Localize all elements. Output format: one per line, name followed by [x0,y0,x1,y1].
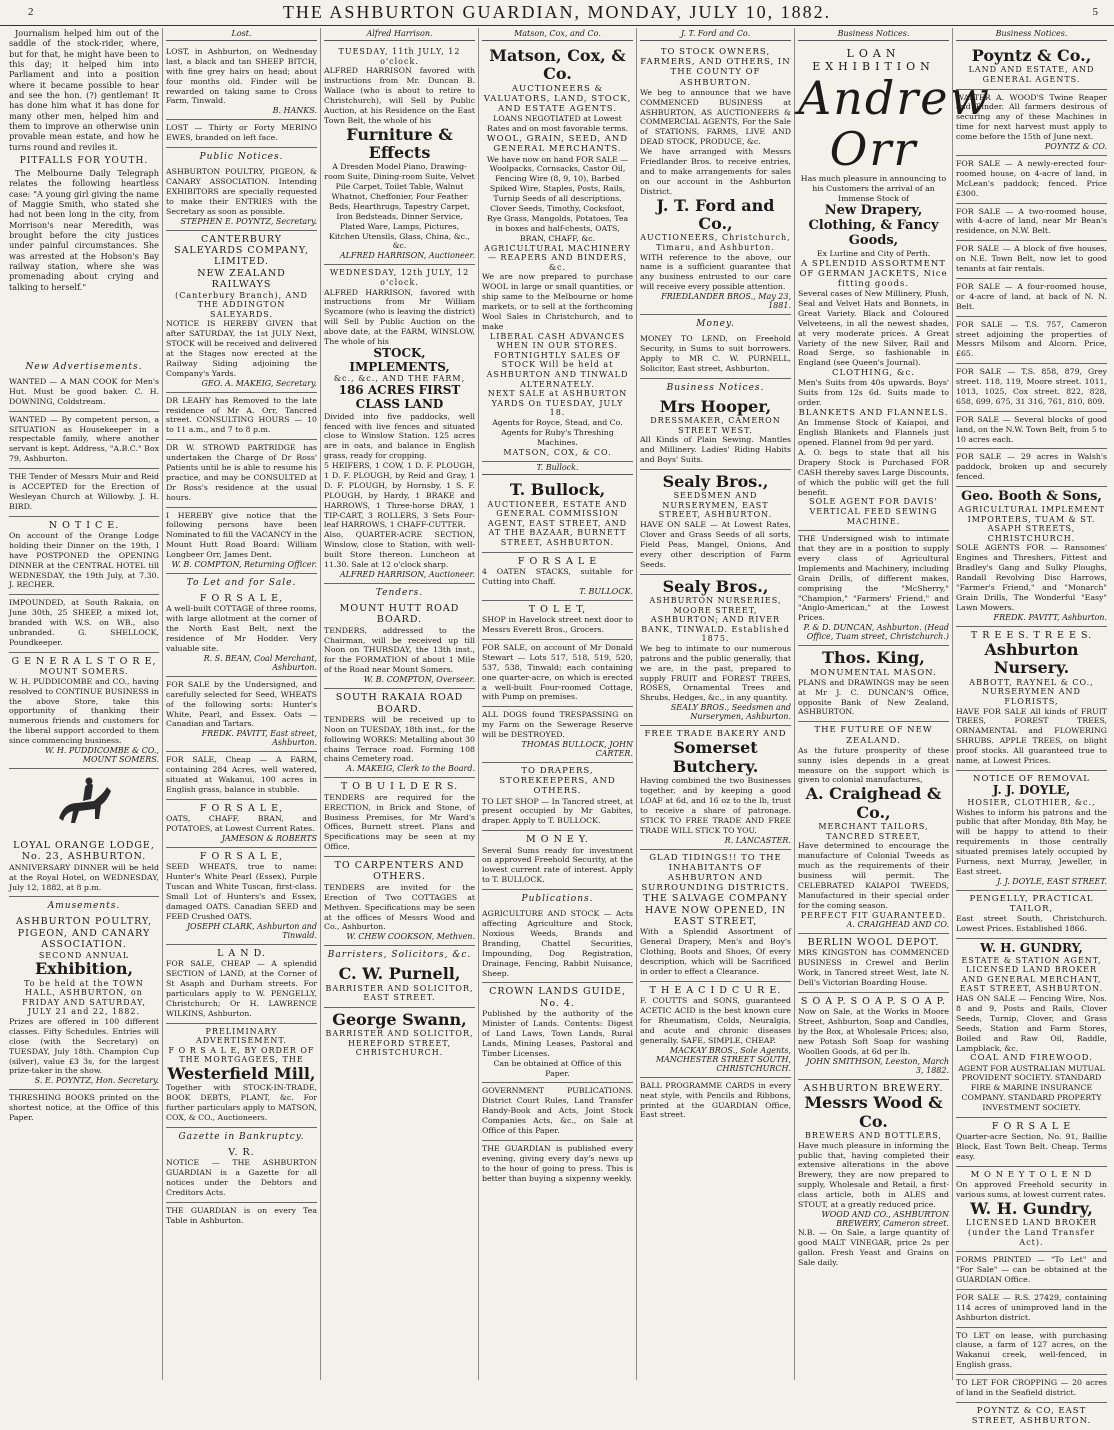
ad-farm-lease: TO LET on lease, with purchasing clause, a farm of 127 acres, on the Wakanui creek, well-fenced, in English grass. [956,1328,1107,1376]
ad-oaten-stacks: F O R S A L E 4 OATEN STACKS, suitable for Cutting into Chaff. T. BULLOCK. [482,553,633,601]
column-6 [794,28,991,1380]
ad-carpenters: TO CARPENTERS AND OTHERS. TENDERS are invited for the Erection of Two COTTAGES at Methven. Specifications may be seen at the offices of Messrs Wood and Co., Ashburton. W. CHEW COOKSON, Methven. [324,857,475,946]
ad-somerset-butchery: FREE TRADE BAKERY AND Somerset Butchery. Having combined the two Businesses together, and by keeping a good LOAF at 6d, and 16 oz to the lb, trust to receive a share of patronage. STICK TO FREE TRADE AND FREE TRADE WILL STICK TO YOU. R. LANCASTER. [640,726,791,849]
column-header: Alfred Harrison. [324,28,475,41]
column-header: Matson, Cox, and Co. [482,28,633,41]
ad-gazette: V. R. NOTICE — THE ASHBURTON GUARDIAN is a Gazette for all notices under the Debtors and Creditors Acts. [166,1144,317,1203]
ad-crown-lands: CROWN LANDS GUIDE, No. 4. Published by the authority of the Minister of Lands. Contents: Digest of Land Laws, Town Lands, Rural Lands, Mining Leases, Pastoral and Timber Licenses. Can be obtained at Office of this Paper. [482,983,633,1083]
ad-poyntz-footer: POYNTZ & CO, EAST STREET, ASHBURTON. [971,1405,1092,1427]
section-heading: Publications. [521,894,594,905]
ad-sealy-nurseries: Sealy Bros., ASHBURTON NURSERIES, MOORE STREET, ASHBURTON; AND RIVER BANK, TINWALD. Established 1875. We beg to intimate to our numerous patrons and the public generally, that we are, in the past, prepared to supply FRUIT and FOREST TREES, ROSES, Ornamental Trees and Shrubs, Hedges, &c., in any quantity. SEALY BROS., Seedsmen and Nurserymen, Ashburton. [640,575,791,727]
column-header: Business Notices. [798,28,949,41]
section-heading: Amusements. [47,901,121,912]
ad-cook-wanted: WANTED — A MAN COOK for Men's Hut. Must be good baker. C. H. DOWNING, Coldstream. [9,374,159,412]
section-heading: Money. [696,319,735,330]
ad-pengelly: PENGELLY, PRACTICAL TAILOR, East street South, Christchurch. Lowest Prices. Established 1866. [956,891,1107,939]
ad-sale-2: FOR SALE — A two-roomed house, with 4-acre of land, near Mr Bean's residence, on N.W. Belt. [956,204,1107,242]
column-4 [478,28,636,1380]
ad-wood-brewery: ASHBURTON BREWERY. Messrs Wood & Co. BREWERS AND BOTTLERS, Have much pleasure in informing the public that, having completed their extensive alterations in the above Brewery, they are now prepared to supply, Wholesale and Retail, a first-class article, both in ALES and STOUT, at a greatly reduced price. WOOD AND CO., ASHBURTON BREWERY, Cameron street. N.B. — On Sale, a large quantity of good MALT VINEGAR, price 2s per gallon. Fresh Yeast and Grains on Sale daily. [798,1082,949,1267]
column-1 [6,28,162,1380]
ad-mrs-hooper: Mrs Hooper, DRESSMAKER, CAMERON STREET WEST. All Kinds of Plain Sewing. Mantles and Millinery. Ladies' Riding Habits and Boys' Suits. [640,395,791,470]
column-header: Business Notices. [956,28,1107,41]
ad-tender-accepted: THE Tender of Messrs Muir and Reid is ACCEPTED for the Erection of Wesleyan Church at Willowby. J. H. BIRD. [9,469,159,517]
column-7 [952,28,1110,1427]
article-heading: PITFALLS FOR YOUTH. [19,155,149,166]
ad-quarter-acre: F O R S A L E Quarter-acre Section, No. 91, Baillie Block, East Town Belt. Cheap. Terms easy. [956,1118,1107,1167]
ad-farm-for-sale: FOR SALE, Cheap — A FARM, containing 284 Acres, well watered, situated at Wakanui, 100 acres in English grass, balance in stubble. [166,752,317,800]
ad-cropping: TO LET FOR CROPPING — 20 acres of land in the Seafield district. [956,1375,1107,1403]
ad-rs-27429: FOR SALE — R.S. 27429, containing 114 acres of unimproved land in the Ashburton district. [956,1290,1107,1328]
ad-purnell: C. W. Purnell, BARRISTER AND SOLICITOR, EAST STREET. [324,962,475,1008]
ad-craighead: THE FUTURE OF NEW ZEALAND. As the future prosperity of these sunny isles depends in a great measure on the support which is given to colonial manufactures, A. Craighead & Co., MERCHANT TAILORS, TANCRED STREET, Have determined to encourage the manufacture of Colonial Tweeds as much as the requirements of their business will permit. The CELEBRATED KAIAPOI TWEEDS, Manufactured in their special order for the coming season. PERFECT FIT GUARANTEED. A. CRAIGHEAD AND CO. [798,722,949,934]
section-heading: Tenders. [375,587,424,598]
ad-seed-oats: F O R S A L E, SEED WHEATS, true to name: Hunter's White Pearl (Essex), Purple Tuscan and White Tuscan, first-class. Small Lot of Hunters's and Essex, damaged OATS. Canadian SEED and FEED Crushed OATS. JOSEPH CLARK, Ashburton and Tinwald. [166,848,317,945]
ad-duncan-implements: THE Undersigned wish to intimate that they are in a position to supply every class of Agricultural Implements and Machinery, including Grain Drills, of different makes, comprising the "McSherry," "Champion," "Farmers' Friend," and "Anglo-American," at the Lowest Prices. P. & D. DUNCAN, Ashburton. (Head Office, Tuam street, Christchurch.) [798,531,949,646]
ad-sale-7: FOR SALE — Several blocks of good land, on the N.W. Town Belt, from 5 to 10 acres each. [956,412,1107,450]
column-3 [320,28,478,1380]
ad-situation-wanted: WANTED — By competent person, a SITUATION as Housekeeper in a respectable family, where another servant is kept. Address, "A.B.C." Box 79, Ashburton. [9,412,159,469]
column-2 [162,28,320,1380]
ad-andrew-orr: LOAN EXHIBITION Andrew Orr Has much pleasure in announcing to his Customers the arrival of an Immense Stock of New Drapery, Clothing, & Fancy Goods, Ex Lurline and City of Perth. A SPLENDID ASSORTMENT OF GERMAN JACKETS, Nice fitting goods. Several cases of New Millinery, Plush, Seal and Velvet Hats and Bonnets, in Great Variety. Black and Coloured Velveteens, in all the newest shades, at very moderate prices. A Great Variety of the new Silver, Rail and Road Serge, so fashionable in England (see Queen's Journal). CLOTHING, &c. Men's Suits from 40s upwards. Boys' Suits from 12s 6d. Suits made to order. BLANKETS AND FLANNELS. An Immense Stock of Kaiapoi, and English Blankets and Flannels just opened. Flannel from 9d per yard. A. O. begs to state that all his Drapery Stock is Purchased FOR CASH thereby saves Large Discounts, of which the public will get the full benefit. SOLE AGENT FOR DAVIS' VERTICAL FEED SEWING MACHINE. [798,44,949,531]
ad-berlin-wool: BERLIN WOOL DEPOT. MRS KINGSTON has COMMENCED BUSINESS in Crewel and Berlin Work, in Tancred street West, late N. Dell's Victorian Boarding House. [798,934,949,993]
ad-bullock: T. Bullock, AUCTIONEER, ESTATE AND GENERAL COMMISSION AGENT, EAST STREET, AND AT THE BAZAAR, BURNETT STREET, ASHBURTON. [482,478,633,552]
ad-tea-table: THE GUARDIAN is on every Tea Table in Ashburton. [166,1205,317,1225]
ad-poultry-notice: ASHBURTON POULTRY, PIGEON, & CANARY ASSOCIATION. Intending EXHIBITORS are specially requested to make their ENTRIES with the Secretary as soon as possible. STEPHEN E. POYNTZ, Secretary. [166,164,317,230]
ad-sale-3: FOR SALE — A block of five houses, on N.E. Town Belt, now let to good tenants at fair rentals. [956,241,1107,279]
newspaper-title: THE ASHBURTON GUARDIAN, MONDAY, JULY 10, 1882. [282,2,832,22]
column-5 [636,28,794,1380]
column-header: J. T. Ford and Co. [640,28,791,41]
ad-shop-to-let: T O L E T, SHOP in Havelock street next door to Messrs Everett Bros., Grocers. [482,601,633,640]
ad-harrison-furniture: TUESDAY, 11th JULY, 12 o'clock. ALFRED HARRISON favored with instructions from Mr. Duncan B. Wallace (who is about to retire to Christchurch), will Sell by Public Auction, at his Residence on the East Town Belt, the whole of his Furniture & Effects A Dresden Model Piano, Drawing-room Suite, Dining-room Suite, Velvet Pile Carpet, Toilet Table, Walnut Whatnot, Cheffonier, Four Feather Beds, Hearthrugs, Tapestry Carpet, Iron Bedsteads, Dinner Service, Plated Ware, Lamps, Pictures, Kitchen Utensils, Glass, China, &c., &c. ALFRED HARRISON, Auctioneer. [324,44,475,265]
ad-impounded: IMPOUNDED, at South Rakaia, on June 30th, 25 SHEEP, a mixed lot, branded with W.S. on WB., also unbranded. G. SHELLOCK, Poundkeeper. [9,595,159,652]
ad-cottage-for-sale: F O R S A L E, A well-built COTTAGE of three rooms, with large allotment at the corner of the North East Belt, next the residence of Mr Hodder. Very valuable site. R. S. BEAN, Coal Merchant, Ashburton. [166,590,317,677]
ad-guardian-daily: THE GUARDIAN is published every evening, giving every day's news up to the hour of going to press. This is better than buying a sixpenny weekly. [482,1143,633,1183]
article-body: The Melbourne Daily Telegraph relates the following heartless case: "A young girl giving the name of Maggie Smith, who stated she had not been long in the city, from Morrison's near Meredith, was brought before the city justices under painful circumstances. She was arrested at the Hobson's Bay railway station, where she was promenading about crying and talking to herself." [9,167,159,292]
ad-lost-ewes: LOST — Thirty or Forty MERINO EWES, branded on left face. [166,120,317,148]
ad-gov-publications: GOVERNMENT PUBLICATIONS. District Court Rules, Land Transfer Handy-Book and Acts, Joint Stock Companies Acts, &c., on Sale at Office of this Paper. [482,1083,633,1140]
page-number-left: 2 [28,6,34,18]
ad-notice: N O T I C E. On account of the Orange Lodge holding their Dinner on the 19th, I have POSTPONED the OPENING DINNER at the CENTRAL HOTEL till WEDNESDAY, the 19th July, at 7.30. J. RECHER. [9,517,159,596]
ad-money-to-lend: MONEY TO LEND, on Freehold Security, in Sums to suit borrowers. Apply to MR C. W. PURNELL, Solicitor, East street, Ashburton. [640,331,791,379]
section-heading: Barristers, Solicitors, &c. [327,950,472,961]
ad-doyle: NOTICE OF REMOVAL J. J. DOYLE, HOSIER, CLOTHIER, &c., Wishes to inform his patrons and the public that after Monday, 8th May, he will be happy to attend to their requirements in those centrally situated premises lately occupied by Furness, next Murray, Jeweller, in East street. J. J. DOYLE, EAST STREET. [956,771,1107,891]
lead-article: Journalism helped him out of the saddle of the stock-rider, where, but for that, he might have been to this day; it helped him into Parliament and into a position where it became possible to hear and see the hon. (?) gentleman! It has done him what it has done for many other men, helped him and them to improve an otherwise unin provable mean estate, and how he turns round and reviles it. [9,28,159,152]
ad-mount-hutt: MOUNT HUTT ROAD BOARD. TENDERS, addressed to the Chairman, will be received up till Noon on THURSDAY, the 13th inst., for the FORMATION of about 1 Mile of the Road near Mount Somers. W. B. COMPTON, Overseer. [324,600,475,689]
ad-orange-lodge: LOYAL ORANGE LODGE, No. 23, ASHBURTON. ANNIVERSARY DINNER will be held at the Royal Hotel, on WEDNESDAY, July 12, 1882, at 8 p.m. [9,837,159,897]
ad-soap: S O A P. S O A P. S O A P. Now on Sale, at the Works in Moore Street, Ashburton, Soap and Candles, by the Box, at Wholesale Prices; also, new Potash Soft Soap for washing Woollen Goods, at 6d per lb. JOHN SMITHSON, Leeston, March 3, 1882. [798,993,949,1080]
column-header: T. Bullock. [482,462,633,475]
ad-westerfield-mill: PRELIMINARY ADVERTISEMENT. F O R S A L E, BY ORDER OF THE MORTGAGEES, THE Westerfield Mill, Together with STOCK-IN-TRADE, BOOK DEBTS, PLANT, &c. For further particulars apply to MATSON, COX, & CO., Auctioneers. [166,1024,317,1128]
ad-dogs: ALL DOGS found TRESPASSING on my Farm on the Sewerage Reserve will be DESTROYED. THOMAS BULLOCK, JOHN CARTER. [482,707,633,763]
ad-money-to-lend-gundry: M O N E Y T O L E N D On approved Freehold security in various sums, at lowest current rates. W. H. Gundry, LICENSED LAND BROKER (under the Land Transfer Act). [956,1167,1107,1252]
column-header: Lost. [166,28,317,41]
ad-gundry: W. H. GUNDRY, ESTATE & STATION AGENT, LICENSED LAND BROKER AND GENERAL MERCHANT, EAST STREET, ASHBURTON. HAS ON SALE — Fencing Wire, Nos. 8 and 9, Posts and Rails, Clover Seeds, Turnip, Clover, and Grass Seeds, Station and Farm Stores, Boiled and Raw Oil, Raddle, Lampblack, &c. COAL AND FIREWOOD. AGENT FOR AUSTRALIAN MUTUAL PROVIDENT SOCIETY. STANDARD FIRE & MARINE INSURANCE COMPANY. STANDARD PROPERTY INVESTMENT SOCIETY. [956,939,1107,1118]
ad-nomination: I HEREBY give notice that the following persons have been Nominated to fill the VACANCY in the Mount Hutt Road Board: William Longbeer Orr, James Dent. W. B. COMPTON, Returning Officer. [166,508,317,574]
ad-salvage-company: GLAD TIDINGS!! TO THE INHABITANTS OF ASHBURTON AND SURROUNDING DISTRICTS. THE SALVAGE COMPANY HAVE NOW OPENED, IN EAST STREET, With a Splendid Assortment of General Drapery, Men's and Boy's Clothing, Boots and Shoes, Of every description, which will be Sacrificed in order to effect a Clearance. [640,850,791,982]
page-number-right: 5 [1092,6,1098,18]
ad-dr-leahy: DR LEAHY has Removed to the late residence of Mr A. Orr, Tancred street. CONSULTING HOURS — 10 to 11 a.m., and 7 to 8 p.m. [166,393,317,441]
ad-exhibition: ASHBURTON POULTRY, PIGEON, AND CANARY ASSOCIATION. SECOND ANNUAL Exhibition, To be held at the TOWN HALL, ASHBURTON, on FRIDAY AND SATURDAY, JULY 21 and 22, 1882. Prizes are offered in 100 different classes. Fifty Schedules. Entries will close (with the Secretary) on TUESDAY, July 18th. Champion Cup (silver), value £3 3s, for the largest prize-taker in the show. S. E. POYNTZ, Hon. Secretary. [9,913,159,1090]
ad-sealy-seeds: Sealy Bros., SEEDSMEN AND NURSERYMEN, EAST STREET, ASHBURTON. HAVE ON SALE — At Lowest Rates, Clover and Grass Seeds of all sorts, Field Peas, Mangel, Onions, And every other description of Farm Seeds. [640,470,791,575]
ad-sale-5: FOR SALE — T.S. 757, Cameron street adjoining the properties of Messrs Milsom and Alcorn. Price, £65. [956,317,1107,365]
ad-agriculture-acts: AGRICULTURE AND STOCK — Acts affecting Agriculture and Stock, Noxious Weeds, Brands and Branding, Chattel Securities, Impounding, Dog Registration, Drainage, Fencing, Rabbit Nuisance, Sheep. [482,906,633,983]
ad-builders: T O B U I L D E R S. TENDERS are required for the ERECTION, in Brick and Stone, of Business Premises, for Mr Ward's Offices, Burnett street. Plans and Specifications may be seen at my Office. [324,778,475,857]
ad-money: M O N E Y. Several Sums ready for investment on approved Freehold Security, at the lowest current rate of interest. Apply to T. BULLOCK. [482,831,633,890]
ad-dr-partridge: DR W. STROWD PARTRIDGE has undertaken the Charge of Dr Ross' Patients until he is able to resume his practice, and may be CONSULTED at Dr Ross's residence at the usual hours. [166,440,317,507]
ad-harrison-farm: WEDNESDAY, 12th JULY, 12 o'clock. ALFRED HARRISON, favored with instructions from Mr William Sycamore (who is leaving the district) will Sell by Public Auction on the above date, at the FARM, WINSLOW, The whole of his STOCK, IMPLEMENTS, &c., &c., AND THE FARM, 186 ACRES FIRST CLASS LAND Divided into five paddocks, well fenced with live fences and situated close to Winslow Station. 125 acres are in oats, and balance in English grass, ready for cropping. 5 HEIFERS, 1 COW, 1 D. F. PLOUGH, 1 D. F. PLOUGH, by Reid and Gray, 1 D. F. PLOUGH, by Hornsby, 1 S. F. PLOUGH, by Hardy, 1 BRAKE and HARROWS, 1 Three-horse DRAY, 1 TIP-CART, 3 ROLLERS, 3 Sets Four-leaf HARROWS, 1 CHAFF-CUTTER. Also, QUARTER-ACRE SECTION, Winslow, close to Station, with well-built Store thereon. Luncheon at 11.30. Sale at 12 o'clock sharp. ALFRED HARRISON, Auctioneer. [324,265,475,584]
ad-seed-wheats: FOR SALE by the Undersigned, and carefully selected for Seed, WHEATS of the following sorts: Hunter's White, Pearl, and Essex. Oats — Canadian and Tartars. FREDK. PAVITT, East street, Ashburton. [166,677,317,752]
ad-poyntz: Poyntz & Co., LAND AND ESTATE, AND GENERAL AGENTS. [956,44,1107,90]
ad-thos-king: Thos. King, MONUMENTAL MASON. PLANS and DRAWINGS may be seen at Mr J. C. DUNCAN'S Office, opposite Bank of New Zealand, ASHBURTON. [798,646,949,722]
section-heading: Business Notices. [666,382,765,393]
ad-geo-booth: Geo. Booth & Sons, AGRICULTURAL IMPLEMENT IMPORTERS, TUAM & ST. ASAPH STREETS, CHRISTCHURCH. SOLE AGENTS FOR — Ransomes' Engines and Threshers, Fittest and Bradley's Gang and Sulky Ploughs, Randall Revolving Disc Harrows, "Farmer's Friend," and "Monarch" Grain Drills, The Wonderful "Easy" Lawn Mowers. FREDK. PAVITT, Ashburton. [956,487,1107,627]
section-heading: To Let and for Sale. [186,578,297,589]
ad-ford-announce: TO STOCK OWNERS, FARMERS, AND OTHERS, IN THE COUNTY OF ASHBURTON. We beg to announce that we have COMMENCED BUSINESS at ASHBURTON, AS AUCTIONEERS & COMMERCIAL AGENTS, For the Sale of STATIONS, FARMS, LIVE AND DEAD STOCK, PRODUCE, &c. We have arranged with Messrs Friedlander Bros. to receive entries, and to make arrangements for sales on our account in the Ashburton District. J. T. Ford and Co., AUCTIONEERS, Christchurch, Timaru, and Ashburton. WITH reference to the above, our name is a sufficient guarantee that any business entrusted to our care will receive every possible attention. FRIEDLANDER BROS., May 23, 1881. [640,44,791,315]
ad-drapers: TO DRAPERS, STOREKEEPERS, AND OTHERS. TO LET SHOP — In Tancred street, at present occupied by Mr Gabites, draper. Apply to T. BULLOCK. [482,763,633,831]
ad-south-rakaia: SOUTH RAKAIA ROAD BOARD. TENDERS will be received up to Noon on TUESDAY, 18th inst., for the following WORKS: Metalling about 30 chains Terrace road. Forming 108 chains Cemetery road. A. MAKEIG, Clerk to the Board. [324,689,475,778]
ad-sale-8: FOR SALE — 29 acres in Walsh's paddock, broken up and securely fenced. [956,449,1107,487]
horse-rider-illustration [49,773,119,833]
section-heading: New Advertisements. [25,361,143,372]
ad-oats-chaff: F O R S A L E, OATS, CHAFF, BRAN, and POTATOES, at Lowest Current Rates. JAMESON & ROBERTS [166,800,317,848]
section-heading: Gazette in Bankruptcy. [178,1131,305,1142]
page-columns [6,28,1110,1427]
ad-swann: George Swann, BARRISTER AND SOLICITOR, HEREFORD STREET, CHRISTCHURCH. [325,1009,474,1058]
ad-stewart-lots: FOR SALE, on account of Mr Donald Stewart — Lots 517, 518, 519, 520, 537, 538, Tinwald; each containing one quarter-acre, on which is erected a well-built Four-roomed Cottage, with Pump on premises. [482,640,633,707]
ad-wood-binder: WALTER A. WOOD'S Twine Reaper and Binder. All farmers desirous of securing any of these Machines in time for next harvest must apply to come before the 15th of June next. POYNTZ & CO. [956,90,1107,156]
ad-general-store: G E N E R A L S T O R E, MOUNT SOMERS. W. H. PUDDICOMBE and CO., having resolved to CONTINUE BUSINESS in the above Store, take this opportunity of thanking their numerous friends and customers for the liberal support accorded to them since commencing business. W. H. PUDDICOMBE & CO., MOUNT SOMERS. [9,653,159,769]
ad-ashburton-nursery: T R E E S. T R E E S. Ashburton Nursery. ABBOTT, RAYNEL & CO., NURSERYMEN AND FLORISTS, HAVE FOR SALE All kinds of FRUIT TREES, FOREST TREES, ORNAMENTAL and FLOWERING SHRUBS. APPLE TREES, on blight proof stocks. All guaranteed true to name, at Lowest Prices. [956,627,1107,771]
ad-sale-4: FOR SALE — A four-roomed house, or 4-acre of land, at back of N. N. Belt. [956,279,1107,317]
orr-signature: Andrew Orr [798,71,991,176]
ad-sale-6: FOR SALE — T.S. 858, 879, Grey street. 118, 119, Moore street. 1011, 1013, 1025, Cox street. 822, 828, 658, 699, 675, 31 316, 761, 810, 809. [956,364,1107,412]
ad-land: L A N D. FOR SALE, CHEAP — A splendid SECTION of LAND, at the Corner of St Asaph and Durham streets. For particulars apply to W. PENGELLY, Christchurch; Or H. LAWRENCE WILKINS, Ashburton. [166,945,317,1024]
ad-railways: CANTERBURY SALEYARDS COMPANY, LIMITED. NEW ZEALAND RAILWAYS (Canterbury Branch), AND THE ADDINGTON SALEYARDS. NOTICE IS HEREBY GIVEN that after SATURDAY, the 1st JULY Next, STOCK will be received and delivered at the Stages now erected at the Railway Siding adjoining the Company's Yards. GEO. A. MAKEIG, Secretary. [166,231,317,393]
ad-threshing-books: THRESHING BOOKS printed on the shortest notice, at the Office of this Paper. [9,1093,159,1123]
ad-lost-bitch: LOST, in Ashburton, on Wednesday last, a black and tan SHEEP BITCH, with fine grey hairs on head; about four months old. Finder will be rewarded on taking same to Cross Farm, Tinwald. B. HANKS. [166,44,317,120]
ad-matson-cox: Matson, Cox, & Co. AUCTIONEERS & VALUATORS, LAND, STOCK, AND ESTATE AGENTS. LOANS NEGOTIATED at Lowest Rates and on most favorable terms. WOOL, GRAIN, SEED, AND GENERAL MERCHANTS. We have now on hand FOR SALE — Woolpacks, Cornsacks, Castor Oil, Fencing Wire (8, 9, 10), Barbed Spiked Wire, Staples, Posts, Rails, Turnip Seeds of all descriptions, Clover Seeds, Timothy, Cocksfoot, Rye Grass, Mangolds, Potatoes, Tea in boxes and half-chests, OATS, BRAN, CHAFF, &c. AGRICULTURAL MACHINERY — REAPERS AND BINDERS, &c. We are now prepared to purchase WOOL in large or small quantities, or ship same to the Melbourne or home markets, or to sell at the forthcoming Wool Sales in Christchurch, and to make LIBERAL CASH ADVANCES WHEN IN OUR STORES. FORTNIGHTLY SALES OF STOCK Will be held at ASHBURTON AND TINWALD ALTERNATELY. NEXT SALE at ASHBURTON YARDS On TUESDAY, JULY 18. Agents for Royce, Stead, and Co. Agents for Ruby's Threshing Machines. MATSON, COX, & CO. [482,44,633,462]
section-heading: Public Notices. [199,152,284,163]
ad-ball-cards: BALL PROGRAMME CARDS in every neat style, with Pencils and Ribbons, printed at the GUARDIAN Office, East street. [640,1080,791,1120]
ad-acid-cure: T H E A C I D C U R E. F. COUTTS and SONS, guaranteed ACETIC ACID is the best known cure for Rheumatism, Colds, Neuralgia, and acute and chronic diseases generally. SAFE, SIMPLE, CHEAP. MACKAY BROS., Sole Agents, MANCHESTER STREET SOUTH, CHRISTCHURCH. [640,982,791,1078]
masthead [0,0,1114,26]
ad-sale-1: FOR SALE — A newly-erected four-roomed house, on 4-acre of land, in McLean's paddock; fenced. Price £300. [956,156,1107,204]
ad-forms-printed: FORMS PRINTED — "To Let" and "For Sale" — can be obtained at the GUARDIAN Office. [956,1252,1107,1290]
